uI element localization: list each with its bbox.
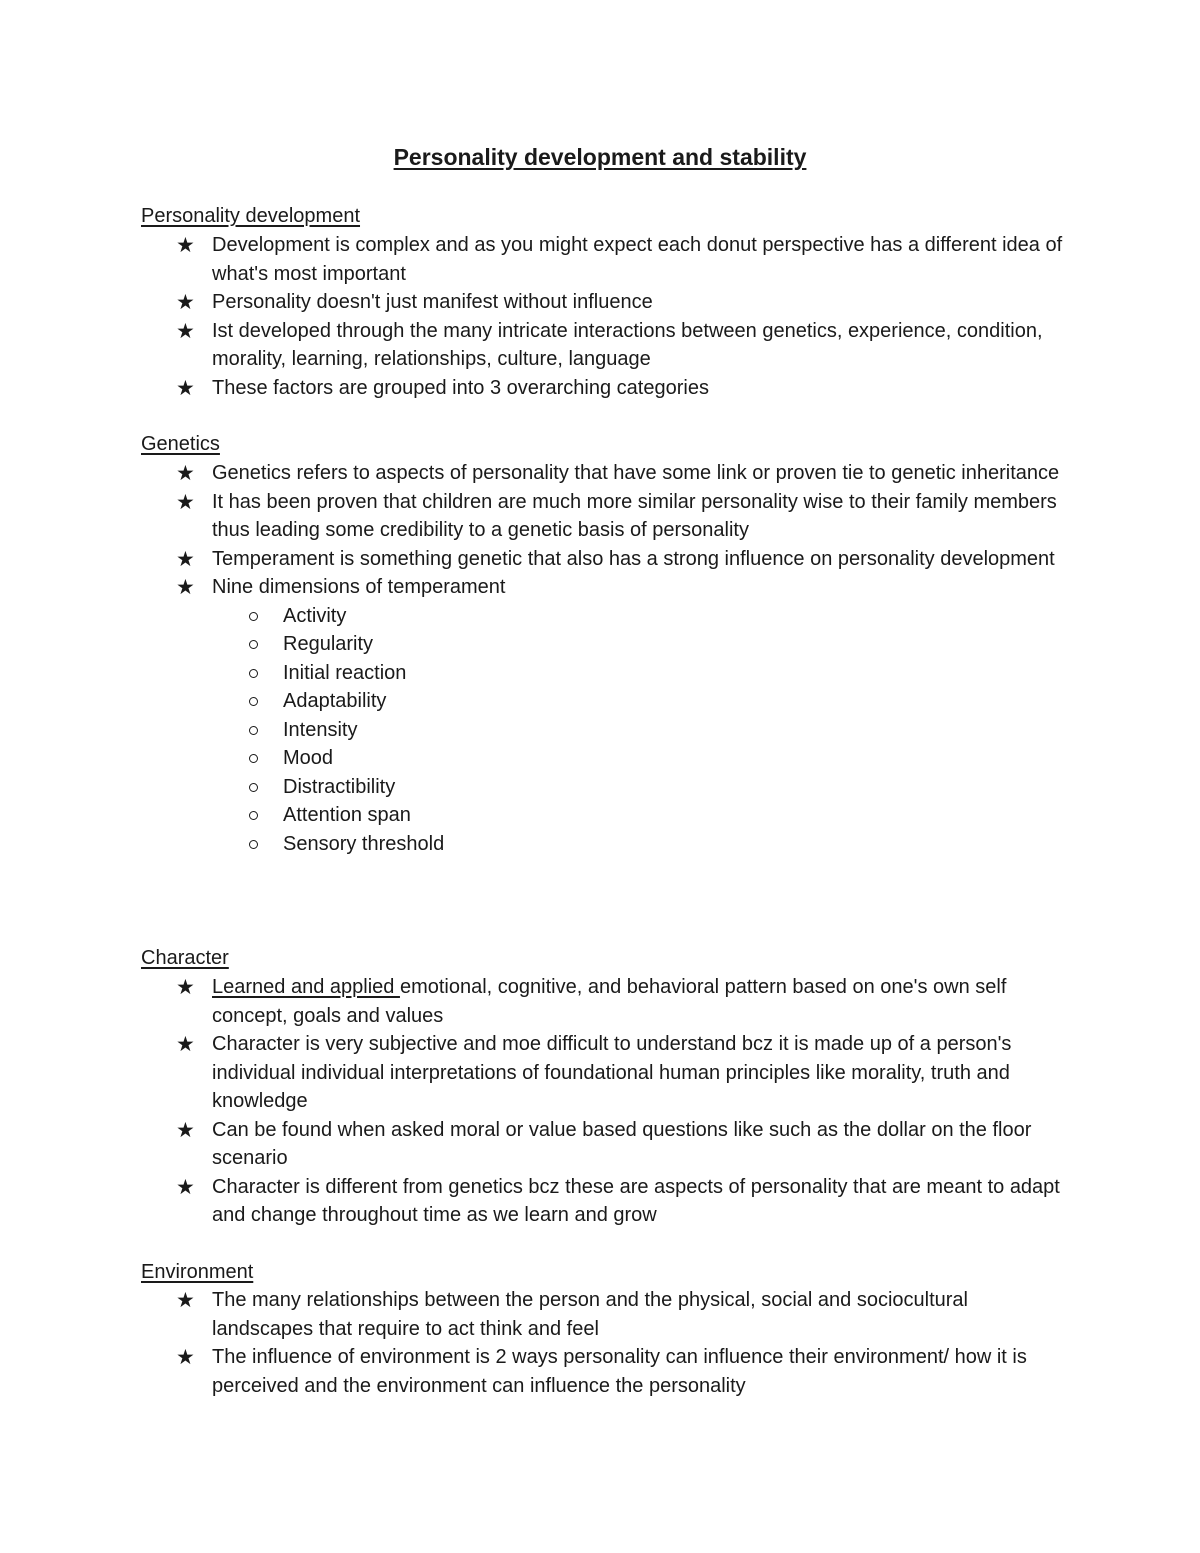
circle-bullet-icon [249, 669, 258, 678]
circle-bullet-icon [249, 697, 258, 706]
star-bullet-icon: ★ [176, 318, 195, 343]
circle-bullet-icon [249, 754, 258, 763]
sub-bullet-text: Initial reaction [283, 661, 407, 684]
development-bullet-list [141, 231, 1071, 402]
star-bullet-icon: ★ [176, 233, 195, 257]
list-item [141, 459, 1071, 488]
list-item [141, 973, 1071, 1030]
sub-bullet-text: Sensory threshold [283, 832, 445, 855]
star-bullet-icon: ★ [176, 575, 195, 599]
section-heading-genetics: Genetics [141, 433, 220, 455]
circle-bullet-icon [249, 783, 258, 792]
list-item [141, 317, 1071, 374]
list-item [212, 687, 1071, 716]
list-item [141, 374, 1071, 403]
sub-bullet-text: Intensity [283, 718, 358, 741]
star-bullet-icon: ★ [176, 1117, 195, 1142]
bullet-text: Personality doesn't just manifest without influence [212, 291, 653, 313]
sub-bullet-text: Activity [283, 604, 347, 627]
star-bullet-icon: ★ [176, 975, 195, 999]
bullet-text: Nine dimensions of temperament [212, 576, 506, 598]
list-item [212, 801, 1071, 830]
circle-bullet-icon [249, 612, 258, 621]
circle-bullet-icon [249, 840, 258, 849]
temperament-dimensions-list [212, 602, 1071, 859]
bullet-text: The many relationships between the person and the physical, social and sociocultural landscapes that require to act think and feel [212, 1289, 968, 1340]
list-item [141, 1286, 1071, 1343]
bullet-text: Temperament is something genetic that also has a strong influence on personality development [212, 547, 1055, 570]
list-item [212, 773, 1071, 802]
section-heading-environment: Environment [141, 1261, 254, 1283]
environment-bullet-list [141, 1286, 1071, 1400]
underlined-phrase: Learned and applied [212, 976, 400, 998]
section-heading-character: Character [141, 947, 229, 969]
list-item [212, 602, 1071, 631]
bullet-text: The influence of environment is 2 ways personality can influence their environment/ how it is perceived and the environment can influence the personality [212, 1346, 1027, 1397]
star-bullet-icon: ★ [176, 1174, 195, 1199]
list-item [141, 231, 1071, 288]
bullet-text: Development is complex and as you might expect each donut perspective has a different idea of what's most important [212, 234, 1063, 285]
sub-bullet-text: Mood [283, 747, 334, 769]
star-bullet-icon: ★ [176, 461, 195, 485]
character-bullet-list [141, 973, 1071, 1230]
genetics-bullet-list [141, 459, 1071, 858]
bullet-text: emotional, cognitive, and behavioral pattern based on one's own self concept, goals and values [212, 976, 1007, 1027]
circle-bullet-icon [249, 640, 258, 649]
list-item [141, 1116, 1071, 1173]
list-item [141, 1343, 1071, 1400]
sub-bullet-text: Attention span [283, 804, 411, 826]
bullet-text: Ist developed through the many intricate interactions between genetics, experience, condition, morality, learning, relationships, culture, language [212, 319, 1043, 370]
list-item [141, 573, 1071, 858]
star-bullet-icon: ★ [176, 489, 195, 514]
star-bullet-icon: ★ [176, 1032, 195, 1056]
star-bullet-icon: ★ [176, 290, 195, 314]
sub-bullet-text: Adaptability [283, 690, 387, 712]
star-bullet-icon: ★ [176, 546, 195, 571]
bullet-text: Character is different from genetics bcz these are aspects of personality that are meant to adapt and change throughout time as we learn and grow [212, 1175, 1060, 1226]
star-bullet-icon: ★ [176, 1288, 195, 1312]
list-item [212, 630, 1071, 659]
page-title: Personality development and stability [393, 144, 807, 170]
list-item [141, 288, 1071, 317]
sub-bullet-text: Regularity [283, 633, 374, 655]
list-item [212, 830, 1071, 859]
circle-bullet-icon [249, 811, 258, 820]
star-bullet-icon: ★ [176, 1345, 195, 1369]
list-item [212, 744, 1071, 773]
list-item [212, 716, 1071, 745]
sub-bullet-text: Distractibility [283, 775, 396, 798]
list-item [212, 659, 1071, 688]
list-item [141, 1173, 1071, 1230]
star-bullet-icon: ★ [176, 375, 195, 400]
bullet-text: These factors are grouped into 3 overarching categories [212, 376, 709, 399]
list-item [141, 545, 1071, 574]
bullet-text: Genetics refers to aspects of personality that have some link or proven tie to genetic inheritance [212, 462, 1060, 484]
bullet-text: Can be found when asked moral or value based questions like such as the dollar on the floor scenario [212, 1118, 1032, 1169]
bullet-text: Character is very subjective and moe difficult to understand bcz it is made up of a person's individual individual interpretations of foundational human principles like morality, truth and knowledge [212, 1033, 1012, 1112]
list-item [141, 488, 1071, 545]
list-item [141, 1030, 1071, 1116]
section-heading-development: Personality development [141, 205, 361, 227]
circle-bullet-icon [249, 726, 258, 735]
bullet-text: It has been proven that children are much more similar personality wise to their family members thus leading some credibility to a genetic basis of personality [212, 490, 1057, 541]
